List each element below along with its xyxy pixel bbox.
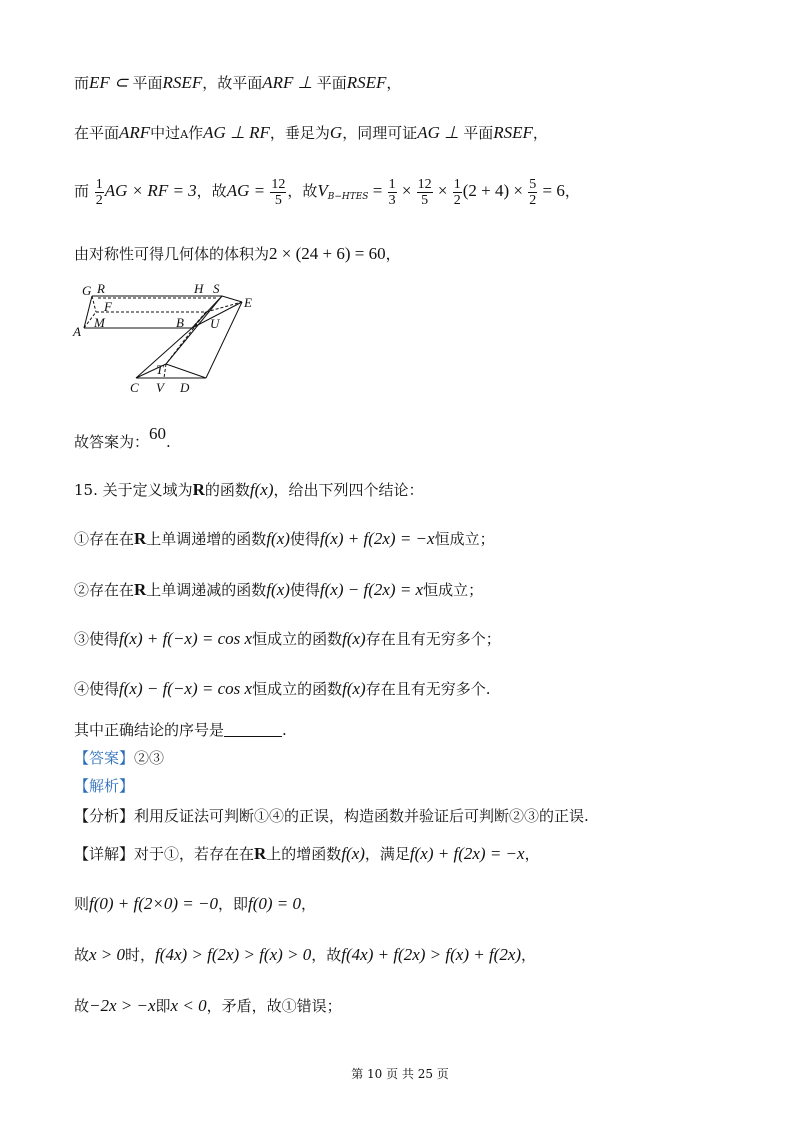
line-1: 而EF ⊂ 平面RSEF，故平面ARF ⊥ 平面RSEF， (74, 73, 402, 92)
fraction: $\frac{1}{3}$ (388, 176, 396, 208)
page-footer: 第 10 页 共 25 页 (351, 1067, 449, 1081)
edge (222, 296, 242, 302)
line-3: 而 $\frac{1}{2}$ AG × RF = 3，故AG = $\frac{12}{5}$ ，故$V_{B-HTES}$ = $\frac{1}{3}$ × $\frac{12}{5}$ × $\frac{1}{2}$ (2 + 4) × $\frac{5}{2}$ = 6， (74, 176, 580, 208)
line-13: 【解析】 (74, 777, 135, 795)
line-10: ④使得f(x) − f(−x) = cos x恒成立的函数f(x)存在且有无穷多个. (74, 679, 491, 698)
answer-value: 60 (149, 424, 167, 443)
line-5: 故答案为：60. (74, 424, 171, 451)
label-U: U (210, 316, 220, 331)
label-E: E (244, 295, 252, 310)
line-7: ①存在在R上单调递增的函数f(x)使得f(x) + f(2x) = −x恒成立； (74, 529, 495, 548)
label-R: R (97, 281, 105, 296)
hidden-edge (92, 296, 96, 312)
label-D: D (180, 380, 190, 395)
fraction: $\frac{12}{5}$ (271, 176, 286, 208)
fraction: $\frac{1}{2}$ (453, 176, 461, 208)
geometry-figure (70, 280, 270, 400)
line-8: ②存在在R上单调递减的函数f(x)使得f(x) − f(2x) = x恒成立； (74, 580, 484, 599)
label-S: S (213, 281, 220, 296)
hidden-edge (164, 364, 166, 378)
edge (166, 364, 206, 378)
line-14: 【分析】利用反证法可判断①④的正误，构造函数并验证后可判断②③的正误. (74, 807, 589, 825)
line-4: 由对称性可得几何体的体积为2 × (24 + 6) = 60， (74, 244, 401, 263)
line-17: 故x > 0时，f(4x) > f(2x) > f(x) > 0，故f(4x) + f(2x) > f(x) + f(2x)， (74, 945, 537, 964)
label-V: V (156, 380, 164, 395)
label-A: A (73, 324, 81, 339)
label-C: C (130, 380, 139, 395)
label-T: T (156, 362, 164, 377)
label-H: H (194, 281, 204, 296)
label-F: F (104, 299, 112, 314)
line-12: 【答案】②③ (74, 749, 165, 767)
line-15: 【详解】对于①，若存在在R上的增函数f(x)，满足f(x) + f(2x) = −x， (74, 844, 540, 863)
line-6: 15. 关于定义域为R的函数f(x)，给出下列四个结论： (74, 480, 424, 499)
line-2: 在平面ARF中过A作AG ⊥ RF，垂足为G，同理可证AG ⊥ 平面RSEF， (74, 123, 548, 142)
fraction: $\frac{5}{2}$ (529, 176, 537, 208)
line-18: 故−2x > −x即x < 0，矛盾，故①错误； (74, 996, 342, 1015)
edge (206, 302, 242, 378)
line-11: 其中正确结论的序号是 . (74, 721, 287, 739)
line-9: ③使得f(x) + f(−x) = cos x恒成立的函数f(x)存在且有无穷多个； (74, 629, 501, 648)
fraction: $\frac{1}{2}$ (95, 176, 103, 208)
label-G: G (82, 283, 92, 298)
label-M: M (94, 315, 105, 330)
line-16: 则f(0) + f(2×0) = −0，即f(0) = 0， (74, 894, 317, 913)
answer-blank (224, 722, 282, 737)
fraction: $\frac{12}{5}$ (417, 176, 432, 208)
label-B: B (176, 315, 184, 330)
